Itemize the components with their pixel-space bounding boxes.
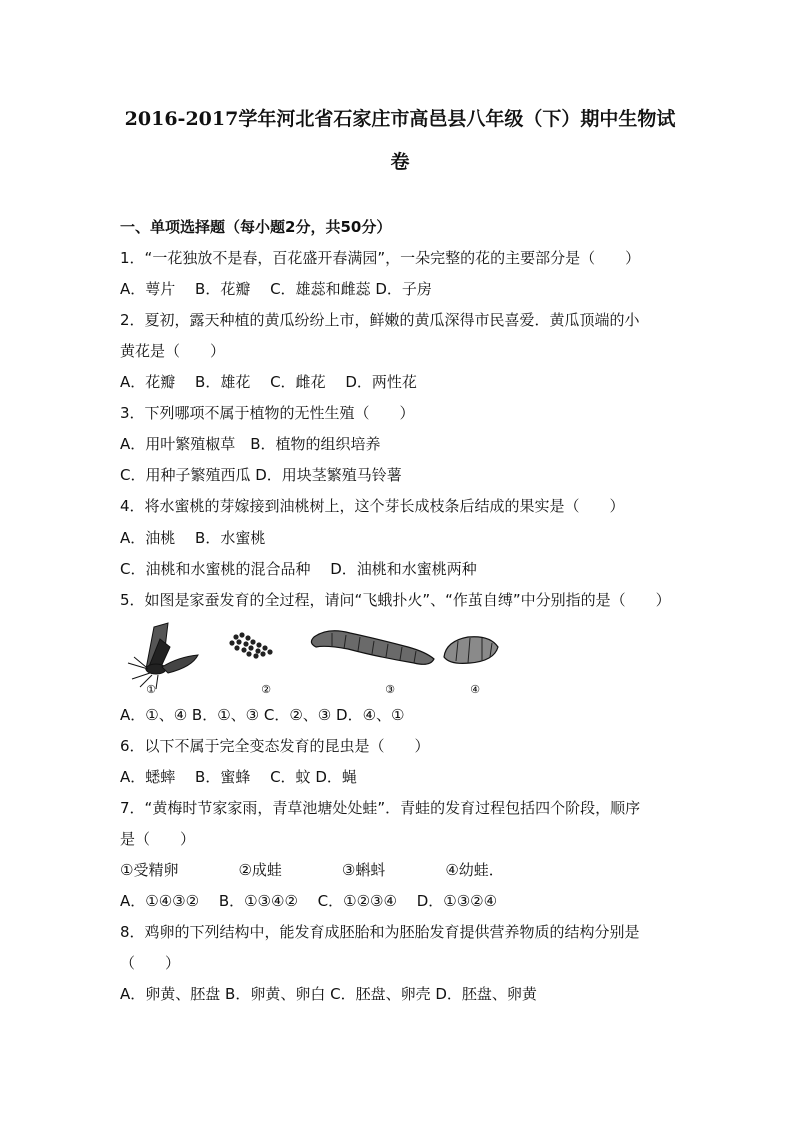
question-6-options: A．蟋蟀 B．蜜蜂 C．蚊 D．蝇: [120, 768, 357, 786]
question-2-line2: 黄花是（ ）: [120, 342, 226, 360]
question-7-options: A．①④③② B．①③④② C．①②③④ D．①③②④: [120, 892, 498, 910]
question-4-options-row2: C．油桃和水蜜桃的混合品种 D．油桃和水蜜桃两种: [120, 560, 477, 578]
question-7: 7．“黄梅时节家家雨，青草池塘处处蛙”．青蛙的发育过程包括四个阶段，顺序: [120, 799, 641, 817]
question-7-stages: ①受精卵 ②成蛙 ③蝌蚪 ④幼蛙．: [120, 861, 504, 879]
page-title-line2: 卷: [390, 151, 410, 173]
pupa-illustration: [444, 637, 498, 664]
eggs-illustration: [229, 632, 272, 658]
question-1: 1．“一花独放不是春，百花盛开春满园”，一朵完整的花的主要部分是（ ）: [120, 249, 641, 267]
question-1-options: A．萼片 B．花瓣 C．雄蕊和雌蕊 D．子房: [120, 280, 432, 298]
question-3: 3．下列哪项不属于植物的无性生殖（ ）: [120, 404, 415, 422]
question-7-line2: 是（ ）: [120, 830, 196, 848]
question-8-line2: （ ）: [120, 954, 181, 972]
question-2-options: A．花瓣 B．雄花 C．雌花 D．两性花: [120, 373, 417, 391]
question-5-options: A．①、④ B．①、③ C．②、③ D．④、①: [120, 706, 405, 724]
question-8-options: A．卵黄、胚盘 B．卵黄、卵白 C．胚盘、卵壳 D．胚盘、卵黄: [120, 985, 537, 1003]
question-4-options-row1: A．油桃 B．水蜜桃: [120, 529, 266, 547]
figure-label-2: ②: [261, 683, 271, 696]
question-4: 4．将水蜜桃的芽嫁接到油桃树上，这个芽长成枝条后结成的果实是（ ）: [120, 497, 625, 515]
question-5: 5．如图是家蚕发育的全过程，请问“飞蛾扑火”、“作茧自缚”中分别指的是（ ）: [120, 591, 671, 609]
silkworm-lifecycle-figure: [118, 617, 504, 699]
question-8: 8．鸡卵的下列结构中，能发育成胚胎和为胚胎发育提供营养物质的结构分别是: [120, 923, 640, 941]
figure-label-1: ①: [146, 683, 156, 696]
question-6: 6．以下不属于完全变态发育的昆虫是（ ）: [120, 737, 430, 755]
larva-illustration: [311, 631, 434, 665]
question-3-options-row2: C．用种子繁殖西瓜 D．用块茎繁殖马铃薯: [120, 466, 402, 484]
question-3-options-row1: A．用叶繁殖椒草 B．植物的组织培养: [120, 435, 381, 453]
moth-illustration: [128, 623, 198, 689]
figure-label-4: ④: [470, 683, 480, 696]
figure-label-3: ③: [385, 683, 395, 696]
section-heading: 一、单项选择题（每小题2分，共50分）: [120, 218, 392, 236]
question-2: 2．夏初，露天种植的黄瓜纷纷上市，鲜嫩的黄瓜深得市民喜爱．黄瓜顶端的小: [120, 311, 640, 329]
page-title-line1: 2016-2017学年河北省石家庄市高邑县八年级（下）期中生物试: [124, 108, 676, 130]
